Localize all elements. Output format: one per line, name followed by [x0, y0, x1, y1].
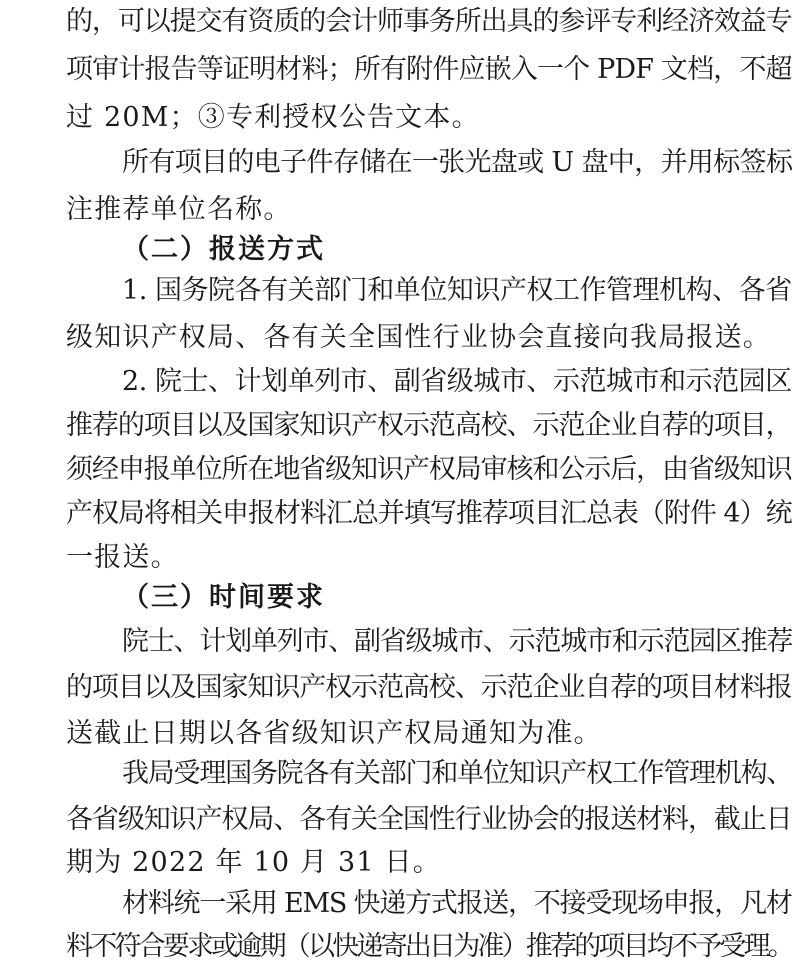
paragraph-line: 一报送。 — [66, 542, 179, 573]
paragraph-line: 2. 院士、计划单列市、副省级城市、示范城市和示范园区 — [122, 366, 792, 397]
paragraph-line: 各省级知识产权局、各有关全国性行业协会的报送材料，截止日 — [66, 804, 792, 835]
section-heading-time-requirements: （三）时间要求 — [122, 582, 325, 613]
paragraph-line: 的项目以及国家知识产权示范高校、示范企业自荐的项目材料报 — [66, 672, 792, 703]
paragraph-line: 料不符合要求或逾期（以快递寄出日为准）推荐的项目均不予受理。 — [66, 931, 792, 962]
paragraph-line: 项审计报告等证明材料；所有附件应嵌入一个 PDF 文档，不超 — [66, 54, 792, 85]
paragraph-line: 过 20M；③专利授权公告文本。 — [66, 102, 480, 133]
paragraph-line: 我局受理国务院各有关部门和单位知识产权工作管理机构、 — [122, 758, 793, 789]
paragraph-line: 产权局将相关申报材料汇总并填写推荐项目汇总表（附件 4）统 — [66, 498, 792, 529]
paragraph-line: 注推荐单位名称。 — [66, 194, 292, 225]
paragraph-line: 院士、计划单列市、副省级城市、示范城市和示范园区推荐 — [122, 626, 793, 657]
paragraph-line: 级知识产权局、各有关全国性行业协会直接向我局报送。 — [66, 322, 771, 353]
paragraph-line: 期为 2022 年 10 月 31 日。 — [66, 847, 441, 878]
paragraph-line: 推荐的项目以及国家知识产权示范高校、示范企业自荐的项目， — [66, 410, 792, 441]
paragraph-line: 送截止日期以各省级知识产权局通知为准。 — [66, 718, 602, 749]
paragraph-line: 的，可以提交有资质的会计师事务所出具的参评专利经济效益专 — [66, 6, 792, 37]
paragraph-line: 材料统一采用 EMS 快递方式报送，不接受现场申报，凡材 — [122, 888, 792, 919]
paragraph-line: 所有项目的电子件存储在一张光盘或 U 盘中，并用标签标 — [122, 147, 793, 178]
paragraph-line: 1. 国务院各有关部门和单位知识产权工作管理机构、各省 — [122, 275, 792, 306]
section-heading-submission-method: （二）报送方式 — [122, 234, 325, 265]
paragraph-line: 须经申报单位所在地省级知识产权局审核和公示后，由省级知识 — [66, 454, 792, 485]
